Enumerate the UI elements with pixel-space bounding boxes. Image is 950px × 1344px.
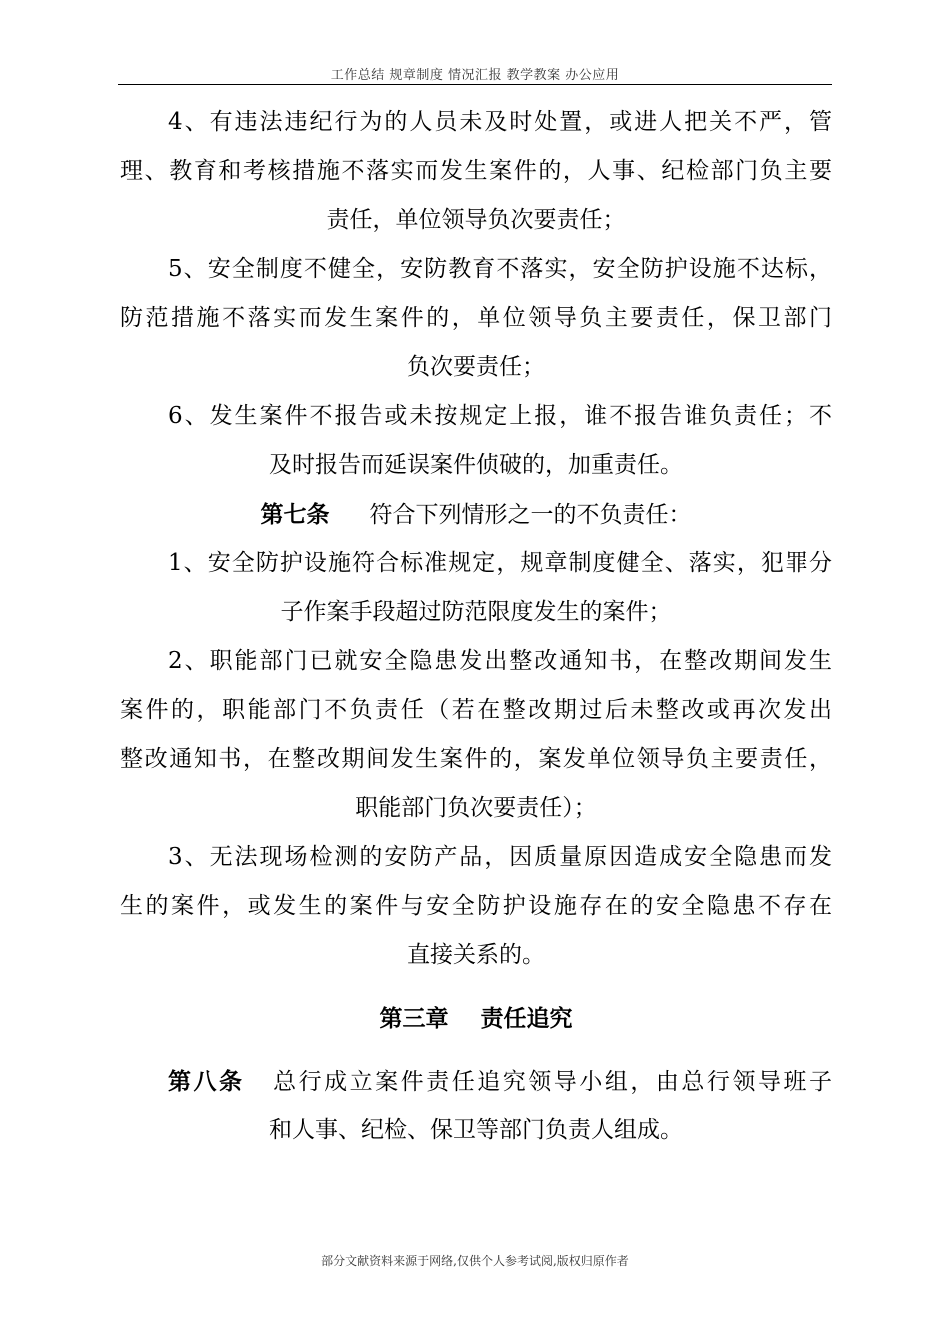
paragraph-line: 整改通知书，在整改期间发生案件的，案发单位领导负主要责任， xyxy=(120,746,832,772)
paragraph-line: 及时报告而延误案件侦破的，加重责任。 xyxy=(269,452,683,478)
paragraph-line: 1、安全防护设施符合标准规定，规章制度健全、落实，犯罪分 xyxy=(168,550,832,576)
document-body xyxy=(120,98,832,1155)
article-8-title: 第八条 xyxy=(168,1068,245,1095)
paragraph-line: 理、教育和考核措施不落实而发生案件的，人事、纪检部门负主要 xyxy=(120,158,832,184)
paragraph-line: 负次要责任； xyxy=(407,354,545,380)
page-footer: 部分文献资料来源于网络,仅供个人参考试阅,版权归原作者 xyxy=(321,1254,629,1268)
paragraph-line: 防范措施不落实而发生案件的，单位领导负主要责任，保卫部门 xyxy=(120,305,832,331)
paragraph-line: 2、职能部门已就安全隐患发出整改通知书，在整改期间发生 xyxy=(168,648,832,674)
page-header: 工作总结 规章制度 情况汇报 教学教案 办公应用 xyxy=(330,68,620,83)
paragraph-line: 6、发生案件不报告或未按规定上报，谁不报告谁负责任；不 xyxy=(168,403,832,429)
chapter-heading xyxy=(120,994,832,1043)
paragraph-line: 职能部门负次要责任）； xyxy=(355,795,597,821)
article-7-text: 符合下列情形之一的不负责任： xyxy=(369,502,692,528)
paragraph-line: 子作案手段超过防范限度发生的案件； xyxy=(280,599,672,625)
paragraph-line: 直接关系的。 xyxy=(407,942,545,968)
paragraph-line: 生的案件，或发生的案件与安全防护设施存在的安全隐患不存在 xyxy=(120,893,832,919)
paragraph-line: 案件的，职能部门不负责任（若在整改期过后未整改或再次发出 xyxy=(120,697,832,723)
chapter-title: 责任追究 xyxy=(480,1005,573,1032)
article-8-line xyxy=(120,1057,832,1106)
header-rule xyxy=(118,84,832,85)
paragraph-line: 责任，单位领导负次要责任； xyxy=(326,207,626,233)
chapter-number: 第三章 xyxy=(379,1005,449,1032)
article-7-title: 第七条 xyxy=(260,501,330,528)
paragraph-line: 3、无法现场检测的安防产品，因质量原因造成安全隐患而发 xyxy=(168,844,832,870)
paragraph-line: 5、安全制度不健全，安防教育不落实，安全防护设施不达标， xyxy=(168,256,832,282)
paragraph-line: 和人事、纪检、保卫等部门负责人组成。 xyxy=(269,1117,683,1143)
article-7-line xyxy=(120,490,832,539)
article-8-text: 总行成立案件责任追究领导小组，由总行领导班子 xyxy=(270,1069,833,1095)
paragraph-line: 4、有违法违纪行为的人员未及时处置，或进人把关不严，管 xyxy=(168,109,832,135)
